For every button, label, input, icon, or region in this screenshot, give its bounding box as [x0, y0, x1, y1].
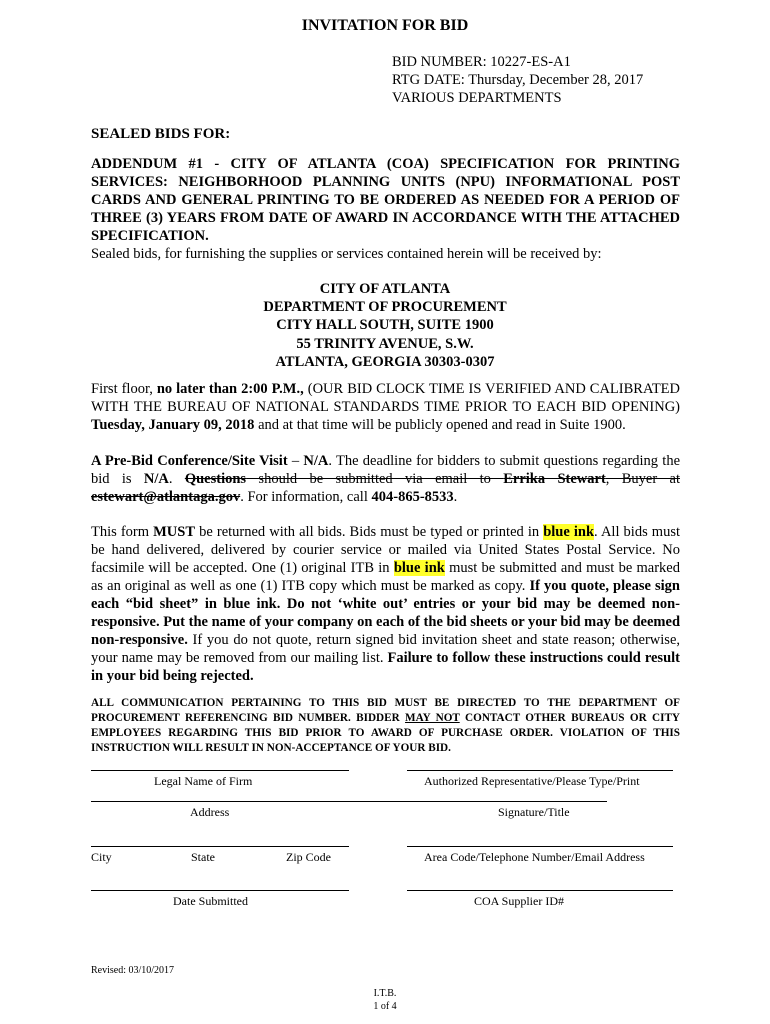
- signature-label: Signature/Title: [498, 805, 570, 819]
- contact-label: Area Code/Telephone Number/Email Address: [424, 850, 645, 864]
- date-submitted-line[interactable]: [91, 890, 349, 891]
- instructions-paragraph: [91, 523, 680, 685]
- procurement-address: [0, 280, 770, 371]
- blue-ink-highlight: blue ink: [393, 560, 445, 576]
- text-run: .: [453, 489, 458, 505]
- prebid-value: N/A: [303, 453, 329, 469]
- prebid-label: A Pre-Bid Conference/Site Visit: [91, 453, 288, 469]
- failure-warning: Failure to follow these instructions could result in your bid being rejected.: [91, 650, 680, 684]
- text-run: be returned with all bids. Bids must be typed or printed in: [195, 524, 544, 540]
- revised-date: Revised: 03/10/2017: [91, 965, 175, 976]
- state-label: State: [191, 850, 215, 864]
- bid-info: [392, 53, 643, 107]
- address-line: CITY HALL SOUTH, SUITE 1900: [276, 317, 494, 334]
- struck-buyer-name: Errika Stewart: [503, 471, 606, 487]
- text-run: (OUR BID CLOCK TIME IS VERIFIED AND CALIBRATED WITH THE BUREAU OF NATIONAL STANDARDS TIME PRIOR TO EACH BID OPENING): [91, 381, 681, 415]
- struck-text: , Buyer at: [605, 471, 680, 487]
- authorized-rep-line[interactable]: [407, 770, 673, 771]
- zip-label: Zip Code: [286, 850, 331, 864]
- text-run: This form: [91, 524, 154, 540]
- page-number: 1 of 4: [373, 1001, 397, 1012]
- page-footer: [0, 987, 770, 1013]
- blue-ink-highlight: blue ink: [543, 524, 595, 540]
- date-submitted-label: Date Submitted: [173, 894, 248, 908]
- address-line: 55 TRINITY AVENUE, S.W.: [296, 335, 474, 352]
- text-run: –: [287, 453, 304, 469]
- footer-itb: I.T.B.: [373, 988, 397, 999]
- text-run: First floor,: [91, 381, 157, 397]
- quote-instructions: If you quote, please sign each “bid sheet” in blue ink. Do not ‘white out’ entries or your bid may be deemed non-responsive. Put the name of your company on each of the bid sheets or your bid may be deemed non-responsive.: [91, 578, 681, 648]
- bid-number: BID NUMBER: 10227-ES-A1: [392, 54, 571, 70]
- document-title: INVITATION FOR BID: [301, 17, 469, 34]
- prebid-paragraph: [91, 452, 680, 506]
- text-run: . The deadline for bidders to submit questions regarding the bid is: [91, 453, 681, 487]
- address-label: Address: [190, 805, 230, 819]
- text-run: . All bids must be hand delivered, delivered by courier service or mailed via United States Postal Service. No facsimile will be accepted. One (1) original ITB in: [91, 524, 681, 576]
- addendum-text: ADDENDUM #1 - CITY OF ATLANTA (COA) SPECIFICATION FOR PRINTING SERVICES: NEIGHBORHOOD PLANNING UNITS (NPU) INFORMATIONAL POST CARDS AND GENERAL PRINTING TO BE ORDERED AS NEEDED FOR A PERIOD OF THREE (3) YEARS FROM DATE OF AWARD IN ACCORDANCE WITH THE ATTACHED SPECIFICATION.: [91, 156, 680, 244]
- rtg-date: RTG DATE: Thursday, December 28, 2017: [392, 72, 644, 88]
- text-run: CONTACT OTHER BUREAUS OR CITY EMPLOYEES REGARDING THIS BID PRIOR TO AWARD OF PURCHASE ORDER. VIOLATION OF THIS INSTRUCTION WILL RESULT IN NON-ACCEPTANCE OF YOUR BID.: [91, 712, 680, 754]
- text-run: . For information, call: [240, 489, 372, 505]
- departments: VARIOUS DEPARTMENTS: [392, 90, 562, 106]
- contact-line[interactable]: [407, 846, 673, 847]
- address-line: CITY OF ATLANTA: [319, 281, 451, 297]
- questions-deadline: N/A: [143, 471, 169, 487]
- sealed-bids-heading: SEALED BIDS FOR:: [91, 126, 231, 142]
- address-line: DEPARTMENT OF PROCUREMENT: [263, 299, 507, 316]
- must-emphasis: MUST: [153, 524, 196, 540]
- deadline-paragraph: [91, 380, 680, 434]
- text-run: must be submitted and must be marked as an original as well as one (1) ITB copy which must be marked as copy.: [91, 560, 680, 594]
- supplier-id-label: COA Supplier ID#: [474, 894, 564, 908]
- deadline-time: no later than 2:00 P.M.,: [156, 381, 304, 397]
- city-state-zip-line[interactable]: [91, 846, 349, 847]
- address-line: ATLANTA, GEORGIA 30303-0307: [275, 353, 495, 370]
- text-run: and at that time will be publicly opened and read in Suite 1900.: [254, 417, 626, 433]
- received-by-text: Sealed bids, for furnishing the supplies or services contained herein will be received by:: [91, 246, 602, 262]
- supplier-id-line[interactable]: [407, 890, 673, 891]
- deadline-date: Tuesday, January 09, 2018: [91, 417, 255, 433]
- communication-notice: [91, 696, 680, 756]
- authorized-rep-label: Authorized Representative/Please Type/Print: [424, 774, 640, 788]
- legal-name-label: Legal Name of Firm: [154, 774, 253, 788]
- text-run: ALL COMMUNICATION PERTAINING TO THIS BID MUST BE DIRECTED TO THE DEPARTMENT OF PROCUREMENT REFERENCING BID NUMBER. BIDDER: [91, 697, 680, 724]
- text-run: .: [168, 471, 185, 487]
- may-not-emphasis: MAY NOT: [405, 712, 460, 724]
- text-run: If you do not quote, return signed bid invitation sheet and state reason; otherwise, your name may be removed from our mailing list.: [91, 632, 680, 666]
- info-phone: 404-865-8533: [371, 489, 454, 505]
- legal-name-line[interactable]: [91, 770, 349, 771]
- struck-email: estewart@atlantaga.gov: [91, 489, 241, 505]
- address-signature-line[interactable]: [91, 801, 607, 802]
- struck-text: should be submitted via email to: [246, 471, 504, 487]
- city-label: City: [91, 850, 112, 864]
- struck-text: Questions: [184, 471, 247, 487]
